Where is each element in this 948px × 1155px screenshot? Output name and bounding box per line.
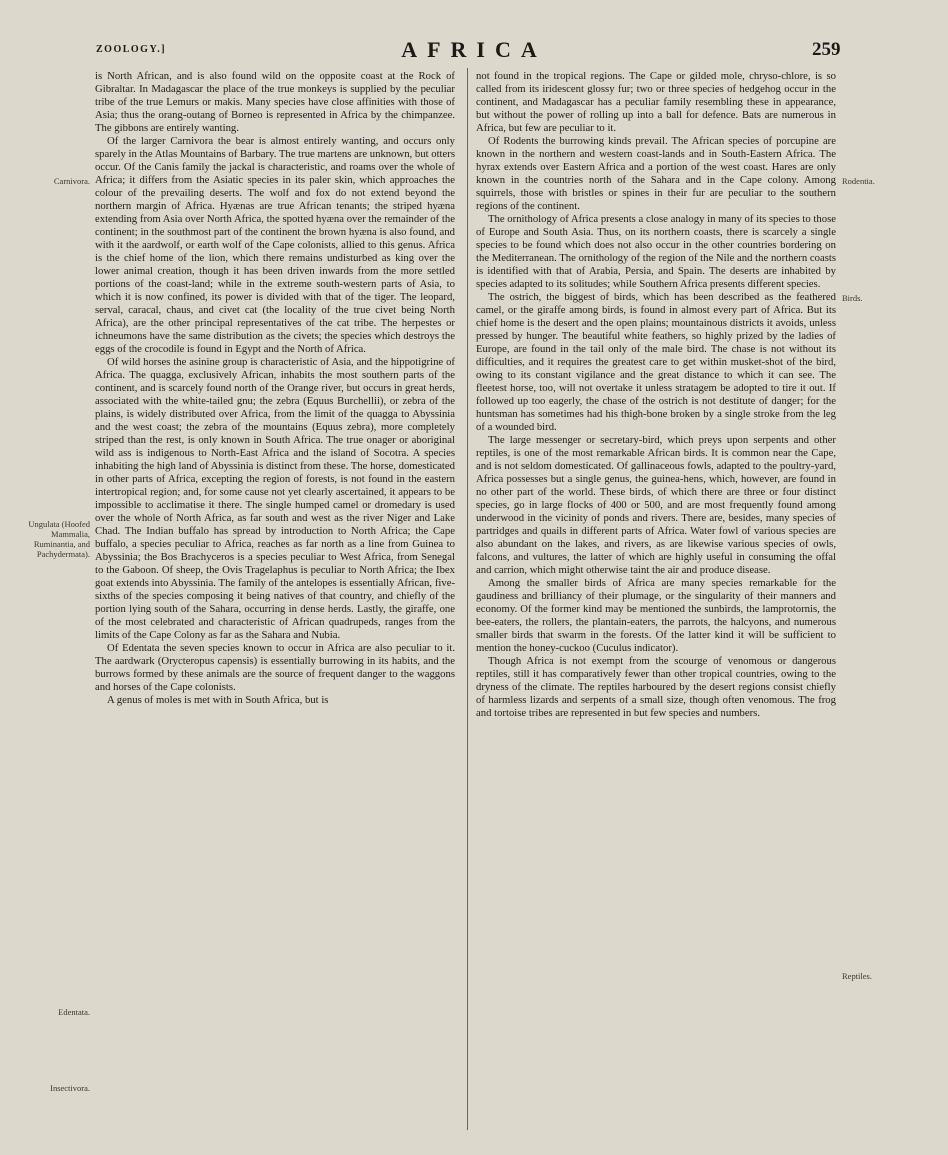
side-note-rodentia: Rodentia. (842, 176, 875, 186)
side-note-carnivora: Carnivora. (53, 176, 90, 186)
paragraph: Of wild horses the asinine group is characteristic of Asia, and the hippotigrine of Africa. The quagga, exclusively African, inhabits the most southern parts of the continent, and is scarcely found north of the Orange river, but occurs in great herds, associated with the white-tailed gnu; the zebra (Equus Burchellii), or zebra of the plains, is widely distributed over Africa, from the limit of the quagga to Abyssinia and the west coast; the zebra of the mountains (Equus zebra), more completely striped than the rest, is only known in South Africa. The true onager or aboriginal wild ass is indigenous to North-East Africa and the island of Socotra. A species inhabiting the high land of Abyssinia is distinct from these. The horse, domesticated in other parts of Africa, excepting the region of forests, is not found in the eastern intertropical region; and, for some cause not yet clearly ascertained, it appears to be impossible to acclimatise it there. The single humped camel or dromedary is used over the whole of North Africa, as far south and west as the river Niger and Lake Chad. The Indian buffalo has spread by introduction to North Africa; the Cape buffalo, a species peculiar to Africa, reaches as far north as a line from Guinea to Abyssinia; the Bos Brachyceros is a species peculiar to West Africa, from Senegal to the Gaboon. Of sheep, the Ovis Tragelaphus is peculiar to North Africa; the Ibex goat extends into Abyssinia. The family of the antelopes is essentially African, five-sixths of the species composing it being natives of that country, and chiefly of the portion lying south of the Sahara, occurring in dense herds. Lastly, the giraffe, one of the most celebrated and characteristic of African quadrupeds, ranges from the limits of the Cape Colony as far as the Sahara and Nubia. (95, 356, 455, 641)
paragraph: not found in the tropical regions. The Cape or gilded mole, chryso-chlore, is so called from its iridescent glossy fur; two or three species of hedgehog occur in the continent, and Madagascar has a peculiar family resembling these in appearance, but without the power of rolling up into a ball for defence. Bats are numerous in Africa, but few are peculiar to it. (476, 70, 836, 134)
running-header-title: AFRICA (401, 37, 547, 62)
paragraph: The ornithology of Africa presents a close analogy in many of its species to those of Europe and South Asia. Thus, on its northern coasts, there is scarcely a single species to be found which does not also occur in the other countries bordering on the Mediterranean. The ornithology of the region of the Nile and the northern coasts is identified with that of Arabia, Persia, and Spain. The deserts are inhabited by species adapted to its solitudes; while Southern Africa presents different species. (476, 213, 836, 290)
left-column (95, 70, 455, 1138)
side-note-edentata: Edentata. (58, 1007, 90, 1017)
paragraph: Of Rodents the burrowing kinds prevail. The African species of porcupine are known in the northern and western coast-lands and in South-Eastern Africa. The hyrax extends over Eastern Africa and a portion of the west coast. Hares are only known in the countries north of the Sahara and in the Cape colony. Among squirrels, those with bristles or spines in their fur are peculiar to the southern regions of the continent. (476, 135, 836, 212)
side-note-reptiles: Reptiles. (842, 971, 872, 981)
paragraph: The large messenger or secretary-bird, which preys upon serpents and other reptiles, is one of the most remarkable African birds. It is common near the Cape, and is not seldom domesticated. Of gallinaceous fowls, adapted to the poultry-yard, Africa possesses but a single genus, the guinea-hens, which, however, are found in no other part of the world. These birds, of which there are three or four distinct species, go in large flocks of 400 or 500, and are most frequently found among underwood in the vicinity of ponds and rivers. There are, besides, many species of partridges and quails in different parts of Africa. Water fowl of various species are also abundant on the lakes, and rivers, as are likewise various species of owls, falcons, and vultures, the latter of which are highly useful in consuming the offal and carrion, which might otherwise taint the air and produce disease. (476, 434, 836, 576)
side-note-ungulata: Ungulata (Hoofed Mammalia, Ruminantia, and Pachydermata). (28, 519, 90, 559)
paragraph: is North African, and is also found wild on the opposite coast at the Rock of Gibraltar. In Madagascar the place of the true monkeys is supplied by the peculiar tribe of the true Lemurs or makis. Many species have close affinities with those of Asia; thus the orang-outang of Borneo is represented in Africa by the chimpanzee. The gibbons are entirely wanting. (95, 70, 455, 134)
column-divider (467, 68, 468, 1130)
paragraph: A genus of moles is met with in South Africa, but is (107, 694, 329, 706)
side-note-insectivora: Insectivora. (50, 1083, 90, 1093)
paragraph: The ostrich, the biggest of birds, which has been described as the feathered camel, or the giraffe among birds, is found in almost every part of Africa. But its chief home is the desert and the open plains; mountainous districts it avoids, unless pressed by hunger. The beautiful white feathers, so highly prized by the ladies of Europe, are found in the tail only of the male bird. The chase is not without its difficulties, and it requires the greatest care to get within musket-shot of the bird, owing to its constant vigilance and the great distance to which it can see. The fleetest horse, too, will not overtake it unless stratagem be adopted to tire it out. If followed up too eagerly, the chase of the ostrich is not destitute of danger; for the huntsman has sometimes had his thigh-bone broken by a single stroke from the leg of a wounded bird. (476, 291, 836, 433)
paragraph: Though Africa is not exempt from the scourge of venomous or dangerous reptiles, still it has comparatively fewer than other tropical countries, owing to the dryness of the climate. The reptiles harboured by the desert regions consist chiefly of harmless lizards and serpents of a small size, though often venomous. The frog and tortoise tribes are represented in but few species and numbers. (476, 655, 836, 719)
paragraph: Of the larger Carnivora the bear is almost entirely wanting, and occurs only sparely in the Atlas Mountains of Barbary. The true martens are unknown, but otters occur. Of the Canis family the jackal is characteristic, and roams over the whole of Africa; it differs from the Asiatic species in its paler skin, which approaches the colour of the prevailing deserts. The wolf and fox do not extend beyond the northern margin of Africa. Hyænas are true African tenants; the striped hyæna extending from Asia over North Africa, the spotted hyæna over the remainder of the continent; in the southmost part of the continent the brown hyæna is also found, and with it the aardwolf, or earth wolf of the Cape colonists, allied to this genus. Africa is the chief home of the lion, which there remains undisturbed as king over the lower animal creation, though it has been driven inwards from the more settled portions of the coast-land; while in the extreme south-western parts of Asia, to which it is now confined, its power is divided with that of the tiger. The leopard, serval, caracal, chaus, and civet cat (the locality of the true civet being North Africa), are the other principal representatives of the cat tribe. The herpestes or ichneumons have the same distribution as the civets; the species which destroys the eggs of the crocodile is found in Egypt and the North of Africa. (95, 135, 455, 355)
running-header-section: ZOOLOGY.] (96, 44, 167, 55)
right-column (476, 70, 836, 1138)
side-note-birds: Birds. (842, 293, 863, 303)
paragraph: Of Edentata the seven species known to occur in Africa are also peculiar to it. The aardwark (Orycteropus capensis) is essentially burrowing in its habits, and the burrows formed by these animals are the source of frequent danger to the waggons and horses of the Cape colonists. (95, 642, 455, 693)
page-number: 259 (812, 39, 841, 60)
paragraph: Among the smaller birds of Africa are many species remarkable for the gaudiness and brilliancy of their plumage, or the singularity of their manners and economy. Of the former kind may be mentioned the sunbirds, the lamprotornis, the bee-eaters, the rollers, the plantain-eaters, the parrots, the halcyons, and numerous smaller birds that swarm in the forests. Of the latter kind it will be sufficient to mention the honey-cuckoo (Cuculus indicator). (476, 577, 836, 654)
